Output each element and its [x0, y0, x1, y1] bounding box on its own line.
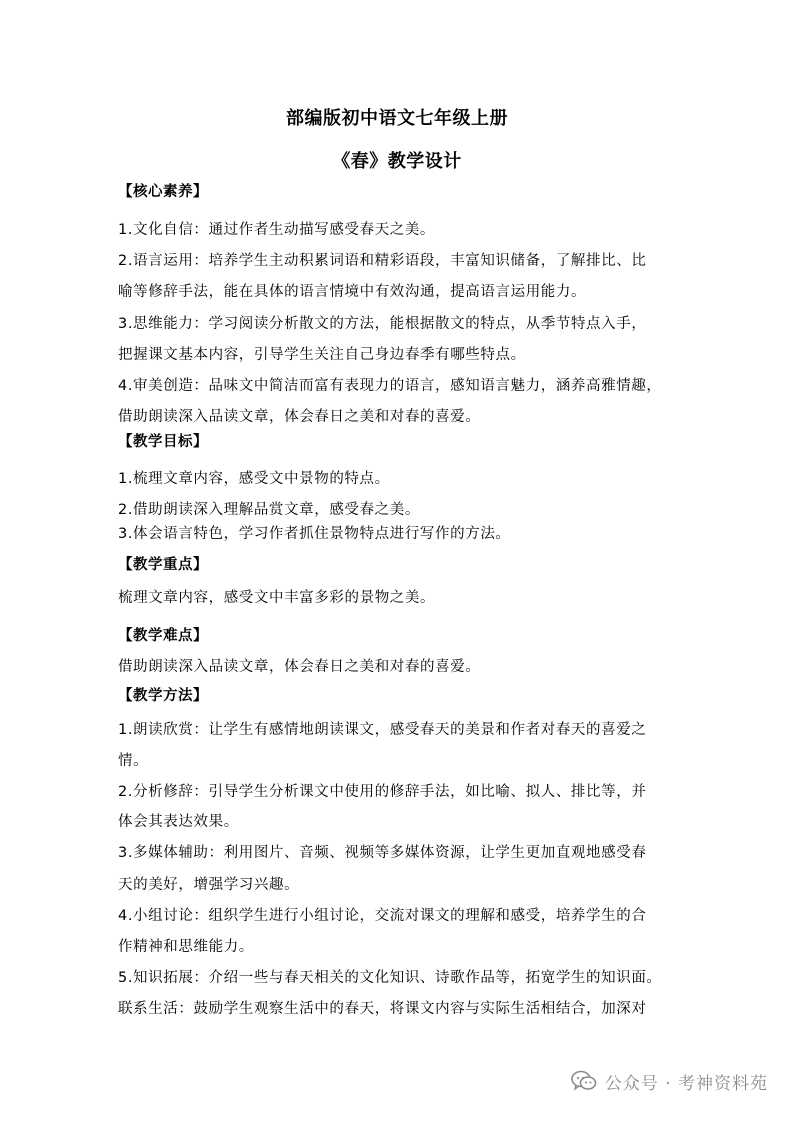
- methods-line: 1.朗读欣赏：让学生有感情地朗读课文，感受春天的美景和作者对春天的喜爱之: [118, 722, 647, 738]
- watermark: [571, 1067, 768, 1095]
- methods-line: 天的美好，增强学习兴趣。: [118, 877, 300, 893]
- core-line: 1.文化自信：通过作者生动描写感受春天之美。: [118, 222, 436, 238]
- core-line: 3.思维能力：学习阅读分析散文的方法，能根据散文的特点，从季节特点入手，: [118, 316, 647, 332]
- methods-line: 3.多媒体辅助：利用图片、音频、视频等多媒体资源，让学生更加直观地感受春: [118, 845, 647, 861]
- methods-line: 作精神和思维能力。: [118, 939, 254, 955]
- core-line: 把握课文基本内容，引导学生关注自己身边春季有哪些特点。: [118, 347, 526, 363]
- goals-line: 2.借助朗读深入理解品赏文章，感受春之美。: [118, 502, 420, 518]
- methods-line: 体会其表达效果。: [118, 814, 239, 830]
- section-heading-key: 【教学重点】: [118, 557, 208, 573]
- document-subtitle: 《春》教学设计: [332, 151, 462, 172]
- wechat-icon: [571, 1070, 597, 1092]
- section-heading-difficulty: 【教学难点】: [118, 628, 208, 644]
- section-heading-core: 【核心素养】: [118, 184, 208, 200]
- core-line: 借助朗读深入品读文章，体会春日之美和对春的喜爱。: [118, 409, 481, 425]
- methods-line: 5.知识拓展：介绍一些与春天相关的文化知识、诗歌作品等，拓宽学生的知识面。: [118, 970, 662, 986]
- difficulty-line: 借助朗读深入品读文章，体会春日之美和对春的喜爱。: [118, 659, 481, 675]
- methods-line: 联系生活：鼓励学生观察生活中的春天，将课文内容与实际生活相结合，加深对: [118, 1001, 647, 1017]
- core-line: 2.语言运用：培养学生主动积累词语和精彩语段，丰富知识储备，了解排比、比: [118, 253, 647, 269]
- core-line: 4.审美创造：品味文中简洁而富有表现力的语言，感知语言魅力，涵养高雅情趣，: [118, 378, 662, 394]
- section-heading-methods: 【教学方法】: [118, 688, 208, 704]
- goals-line: 3.体会语言特色，学习作者抓住景物特点进行写作的方法。: [118, 526, 511, 542]
- goals-line: 1.梳理文章内容，感受文中景物的特点。: [118, 471, 390, 487]
- methods-line: 2.分析修辞：引导学生分析课文中使用的修辞手法，如比喻、拟人、排比等，并: [118, 784, 647, 800]
- document-title: 部编版初中语文七年级上册: [286, 108, 508, 129]
- methods-line: 情。: [118, 753, 149, 769]
- watermark-text: 公众号 · 考神资料苑: [604, 1073, 768, 1094]
- core-line: 喻等修辞手法，能在具体的语言情境中有效沟通，提高语言运用能力。: [118, 284, 587, 300]
- key-line: 梳理文章内容，感受文中丰富多彩的景物之美。: [118, 590, 436, 606]
- section-heading-goals: 【教学目标】: [118, 434, 208, 450]
- methods-line: 4.小组讨论：组织学生进行小组讨论，交流对课文的理解和感受，培养学生的合: [118, 908, 647, 924]
